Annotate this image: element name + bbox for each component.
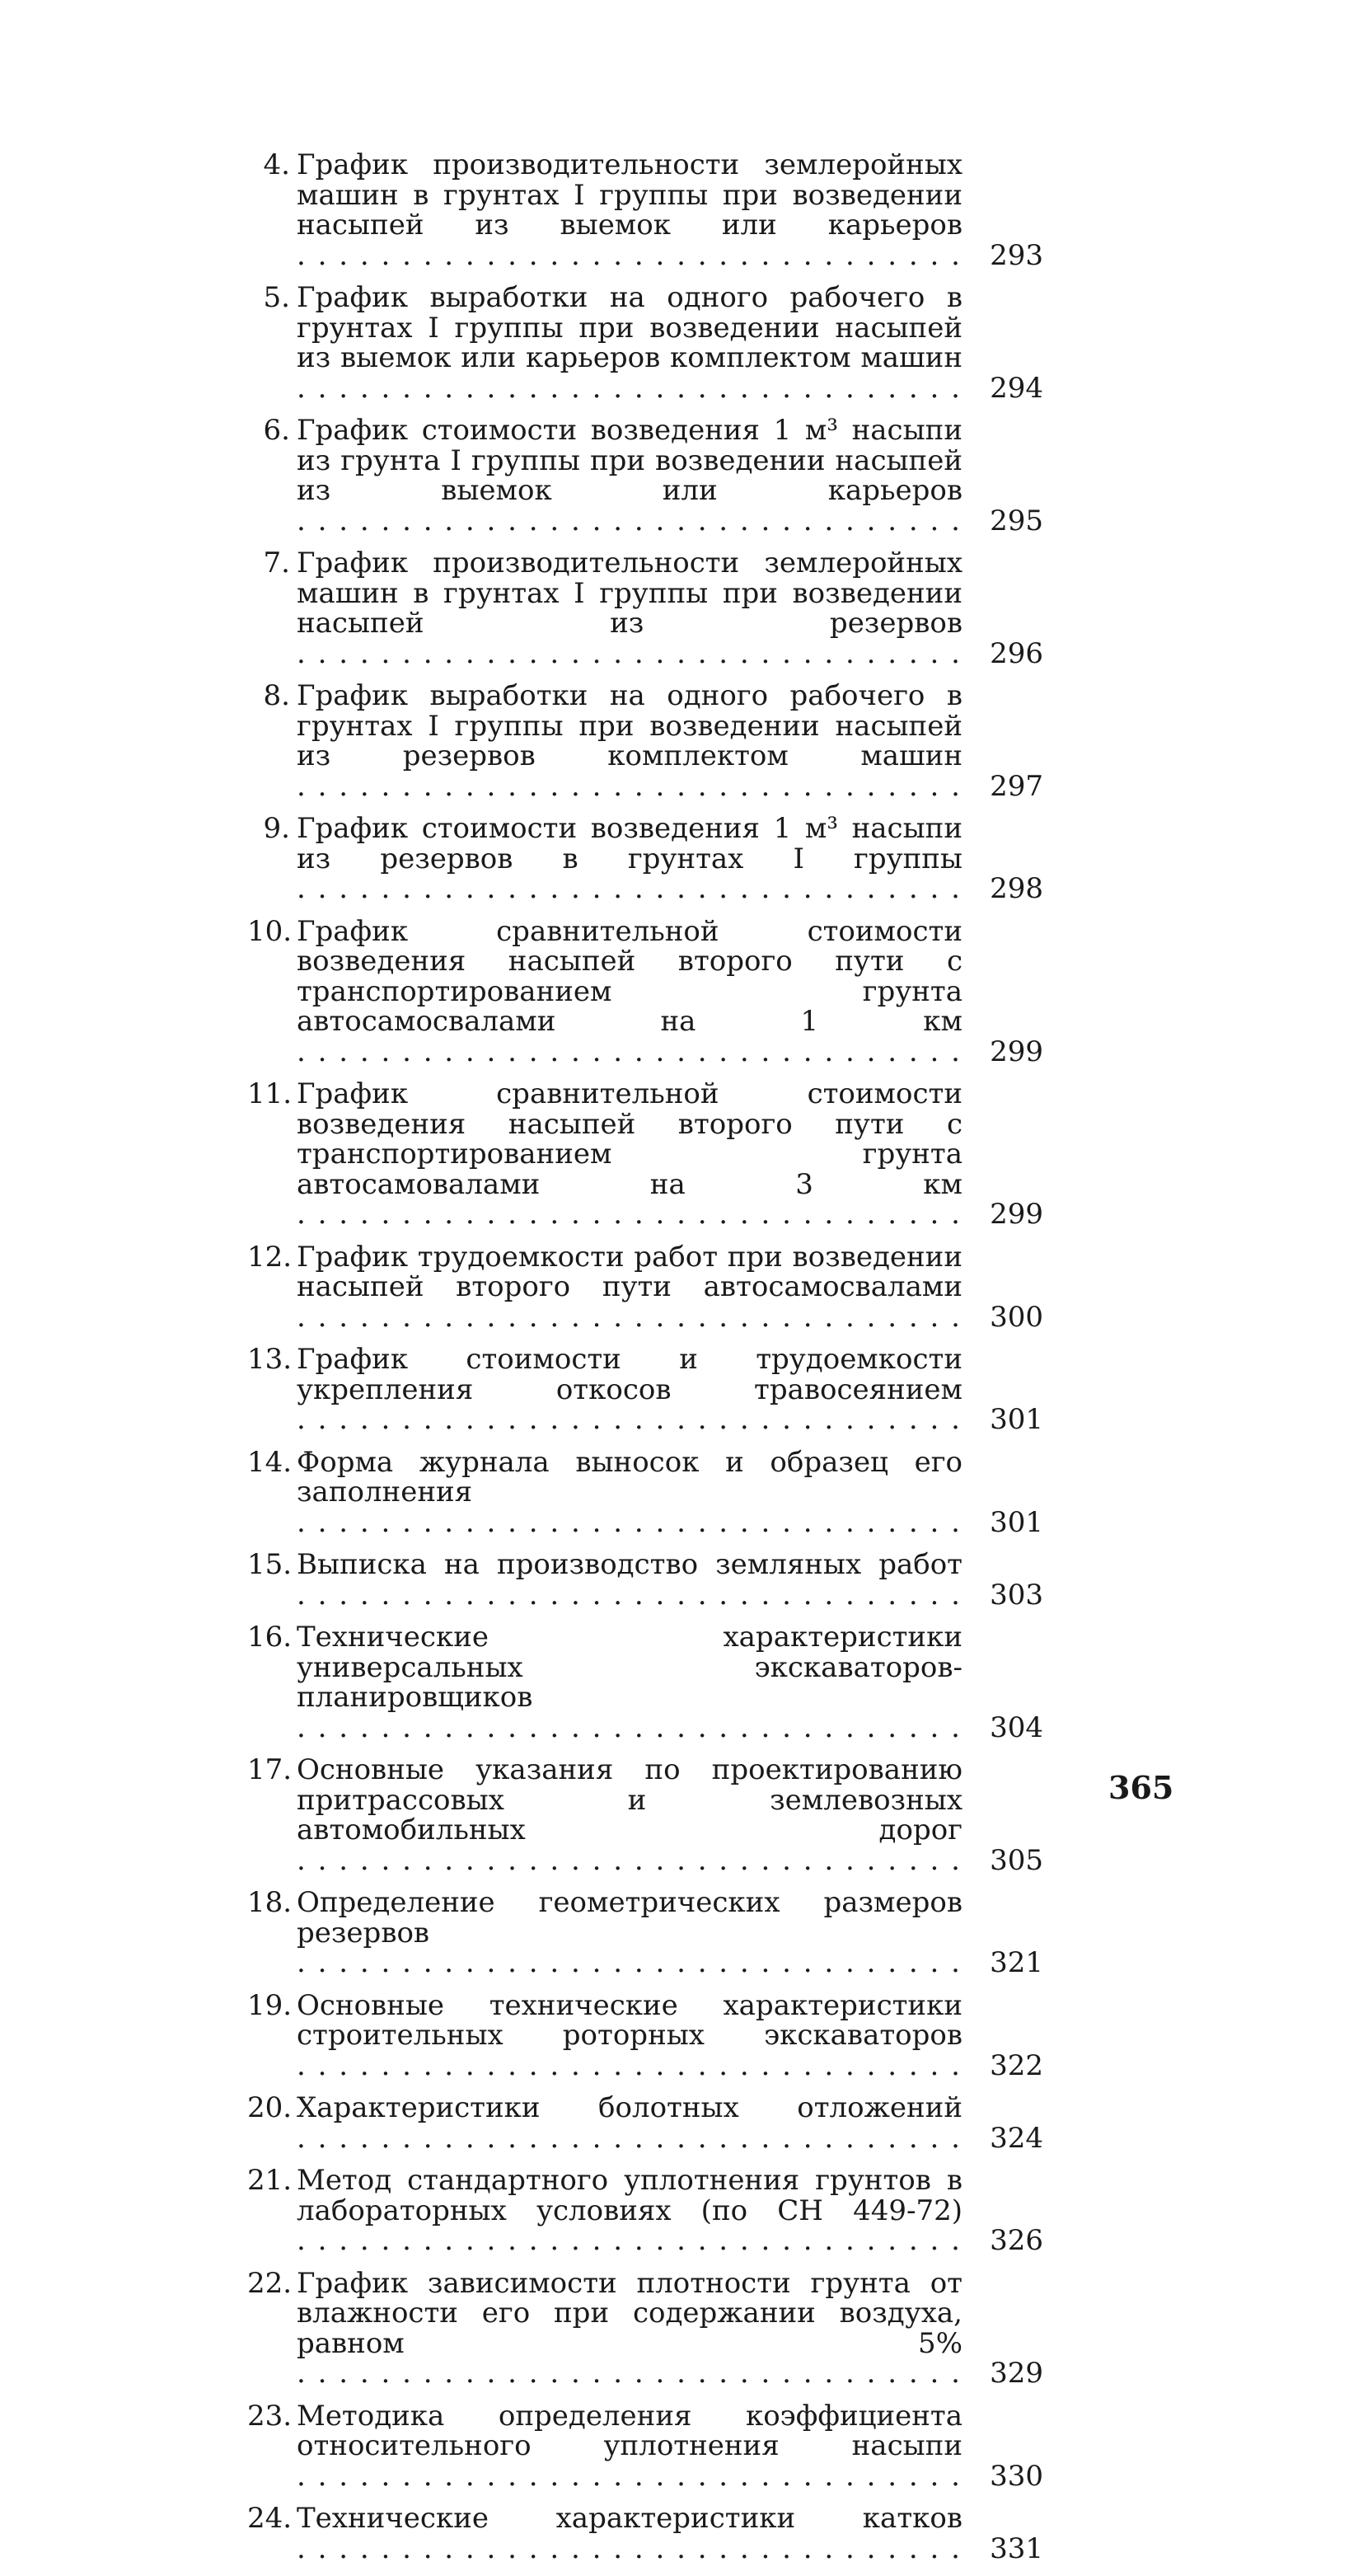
entry-number: 4. (263, 148, 290, 181)
entry-number: 14. (247, 1445, 293, 1479)
entry-title: График сравнительной стоимости возведения насыпей второго пути с транспортированием грунта автосамовалами на 3 км . . . (297, 1079, 963, 1230)
entry-number: 21. (247, 2164, 293, 2197)
entry-title: Определение геометрических размеров резервов . . . (297, 1888, 963, 1978)
entry-title: График производительности землеройных машин в грунтах I группы при возведении насыпей из резервов . . . (297, 548, 963, 669)
toc-entry (247, 2165, 1043, 2256)
entry-title: График производительности землеройных машин в грунтах I группы при возведении насыпей из выемок или карьеров . . . (297, 150, 963, 270)
entry-number: 18. (247, 1886, 293, 1919)
toc-entry (247, 1888, 1043, 1978)
entry-number: 13. (247, 1343, 293, 1376)
entry-title: График выработки на одного рабочего в грунтах I группы при возведении насыпей из выемок или карьеров комплектом машин . . . (297, 283, 963, 403)
entry-title: График сравнительной стоимости возведения насыпей второго пути с транспортированием грунта автосамосвалами на 1 км . . . (297, 917, 963, 1067)
entry-title: Основные указания по проектированию притрассовых и землевозных автомобильных дорог . . . (297, 1755, 963, 1875)
entry-page: 294 (990, 371, 1043, 405)
entry-page: 299 (990, 1035, 1043, 1068)
entry-number: 23. (247, 2399, 293, 2433)
entry-title: Выписка на производство земляных работ . . . (297, 1550, 963, 1610)
entry-title: График стоимости и трудоемкости укрепления откосов травосеянием . . . (297, 1344, 963, 1435)
entry-number: 6. (263, 414, 290, 447)
entry-number: 20. (247, 2091, 293, 2124)
toc-entry (247, 1242, 1043, 1333)
toc-entry (247, 2093, 1043, 2153)
entry-number: 8. (263, 679, 290, 712)
entry-number: 12. (247, 1240, 293, 1274)
entry-number: 15. (247, 1548, 293, 1581)
entry-title: Технические характеристики катков . . . (297, 2503, 963, 2564)
entry-page: 295 (990, 504, 1043, 537)
entry-title: График выработки на одного рабочего в грунтах I группы при возведении насыпей из резервов комплектом машин . . . (297, 681, 963, 801)
entry-page: 297 (990, 769, 1043, 803)
entry-page: 321 (990, 1946, 1043, 1979)
toc-entry (247, 1550, 1043, 1610)
entry-number: 11. (247, 1077, 293, 1110)
entry-title: Метод стандартного уплотнения грунтов в лабораторных условиях (по СН 449-72) . . . (297, 2165, 963, 2256)
entry-number: 17. (247, 1753, 293, 1786)
entry-page: 301 (990, 1505, 1043, 1539)
page-number: 365 (1108, 1769, 1174, 1806)
toc-entry (247, 1344, 1043, 1435)
entry-number: 10. (247, 914, 293, 948)
toc-entry (247, 1988, 1043, 2082)
entry-page: 293 (990, 238, 1043, 272)
toc-entry (247, 2266, 1043, 2390)
entry-page: 322 (990, 2048, 1043, 2082)
entry-number: 22. (247, 2266, 293, 2300)
entry-title: График зависимости плотности грунта от влажности его при содержании воздуха, равном 5% . . . (297, 2269, 963, 2389)
entry-page: 329 (990, 2357, 1043, 2390)
toc-entry (247, 415, 1043, 536)
entry-number: 16. (247, 1621, 293, 1654)
toc-entry (247, 283, 1043, 403)
entry-page: 301 (990, 1403, 1043, 1436)
entry-page: 299 (990, 1198, 1043, 1231)
entry-title: График стоимости возведения 1 м³ насыпи из грунта I группы при возведении насыпей из выемок или карьеров . . . (297, 415, 963, 536)
entry-title: Технические характеристики универсальных экскаваторов-планировщиков . . . (297, 1622, 963, 1743)
entry-page: 326 (990, 2224, 1043, 2257)
entry-page: 304 (990, 1710, 1043, 1744)
toc-entry (247, 914, 1043, 1068)
entry-title: График стоимости возведения 1 м³ насыпи из резервов в грунтах I группы . . . (297, 814, 963, 904)
toc-entry (247, 548, 1043, 669)
entry-number: 7. (263, 547, 290, 579)
toc-entry (247, 814, 1043, 904)
table-of-contents (247, 150, 1043, 2576)
entry-number: 5. (263, 281, 290, 314)
entry-number: 24. (247, 2502, 293, 2535)
entry-page: 303 (990, 1578, 1043, 1612)
entry-title: Методика определения коэффициента относительного уплотнения насыпи . . . (297, 2401, 963, 2492)
entry-title: Основные технические характеристики строительных роторных экскаваторов . . . (297, 1991, 963, 2081)
entry-page: 330 (990, 2459, 1043, 2493)
toc-entry (247, 1079, 1043, 1230)
toc-entry (247, 2503, 1043, 2564)
entry-title: График трудоемкости работ при возведении насыпей второго пути автосамосвалами . . . (297, 1242, 963, 1333)
entry-page: 296 (990, 636, 1043, 670)
entry-page: 331 (990, 2531, 1043, 2565)
entry-page: 305 (990, 1843, 1043, 1877)
entry-title: Характеристики болотных отложений . . . (297, 2093, 963, 2153)
toc-entry (247, 1445, 1043, 1539)
toc-entry (247, 1622, 1043, 1743)
entry-page: 298 (990, 872, 1043, 905)
entry-number: 19. (247, 1988, 293, 2022)
entry-number: 9. (263, 812, 290, 845)
entry-page: 300 (990, 1300, 1043, 1334)
entry-page: 324 (990, 2121, 1043, 2155)
entry-title: Форма журнала выносок и образец его заполнения . . . (297, 1448, 963, 1538)
toc-entry (247, 681, 1043, 801)
toc-entry (247, 150, 1043, 270)
toc-entry (247, 1755, 1043, 1875)
toc-entry (247, 2401, 1043, 2492)
